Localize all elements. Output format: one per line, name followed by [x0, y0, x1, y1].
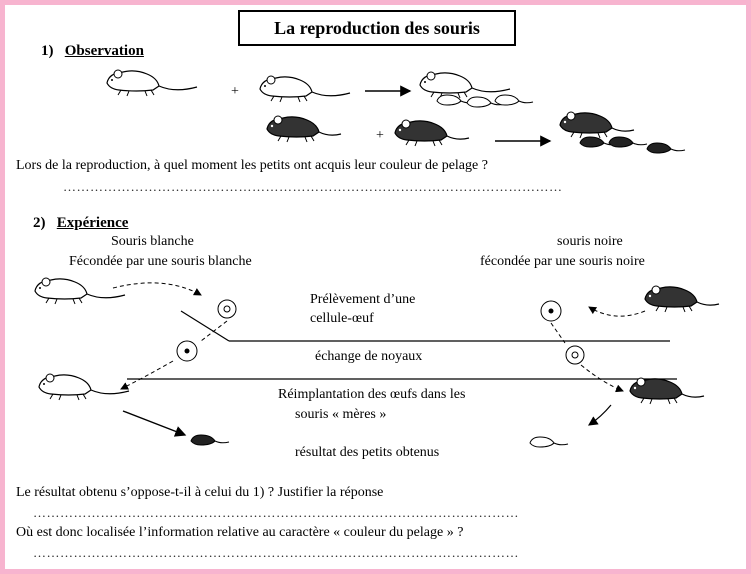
egg-cell-exchanged-left [177, 341, 197, 361]
egg-cell-black [541, 301, 561, 321]
egg-cell-exchanged-right [566, 346, 584, 364]
observation-white-mouse-1 [107, 70, 197, 96]
section-1-number: 1) [41, 43, 54, 59]
illustrations [5, 5, 746, 569]
step-egg-sampling-2: cellule-œuf [310, 311, 374, 326]
egg-cell-white [218, 300, 236, 318]
svg-text:+: + [376, 128, 384, 143]
right-mouse-label-2: fécondée par une souris noire [480, 254, 645, 269]
question-localisation-answer-line[interactable]: ……………………………………………………………………………………………… [33, 545, 519, 560]
surrogate-black-mother [630, 378, 704, 404]
step-reimplantation-2: souris « mères » [295, 407, 387, 422]
observation-white-mouse-2 [260, 76, 350, 102]
left-mouse-label-2: Fécondée par une souris blanche [69, 254, 252, 269]
surrogate-white-mother [39, 374, 129, 400]
page-title: La reproduction des souris [238, 10, 516, 46]
right-mouse-label-1: souris noire [557, 234, 623, 249]
left-mouse-label-1: Souris blanche [111, 234, 194, 249]
experiment-black-mouse [645, 286, 719, 312]
question-localisation: Où est donc localisée l’information relative au caractère « couleur du pelage » ? [16, 525, 464, 540]
observation-answer-line[interactable]: ………………………………………………………………………………………………… [63, 179, 563, 194]
section-2-number: 2) [33, 215, 46, 231]
step-reimplantation-1: Réimplantation des œufs dans les [278, 387, 466, 402]
step-nucleus-exchange: échange de noyaux [315, 349, 423, 364]
offspring-left [191, 435, 229, 445]
question-opposition: Le résultat obtenu s’oppose-t-il à celui du 1) ? Justifier la réponse [16, 485, 384, 500]
svg-text:+: + [231, 84, 239, 99]
observation-black-mouse-2 [395, 120, 469, 146]
observation-white-family [420, 72, 533, 107]
question-opposition-answer-line[interactable]: ……………………………………………………………………………………………… [33, 505, 519, 520]
section-1-title: Observation [64, 43, 144, 59]
observation-black-mouse-1 [267, 116, 341, 142]
observation-black-family [560, 112, 685, 153]
offspring-right [530, 437, 568, 447]
step-offspring-result: résultat des petits obtenus [295, 445, 440, 460]
step-egg-sampling-1: Prélèvement d’une [310, 292, 416, 307]
observation-question: Lors de la reproduction, à quel moment les petits ont acquis leur couleur de pelage ? [16, 158, 488, 173]
section-2-title: Expérience [56, 215, 129, 231]
experiment-white-mouse [35, 278, 125, 304]
